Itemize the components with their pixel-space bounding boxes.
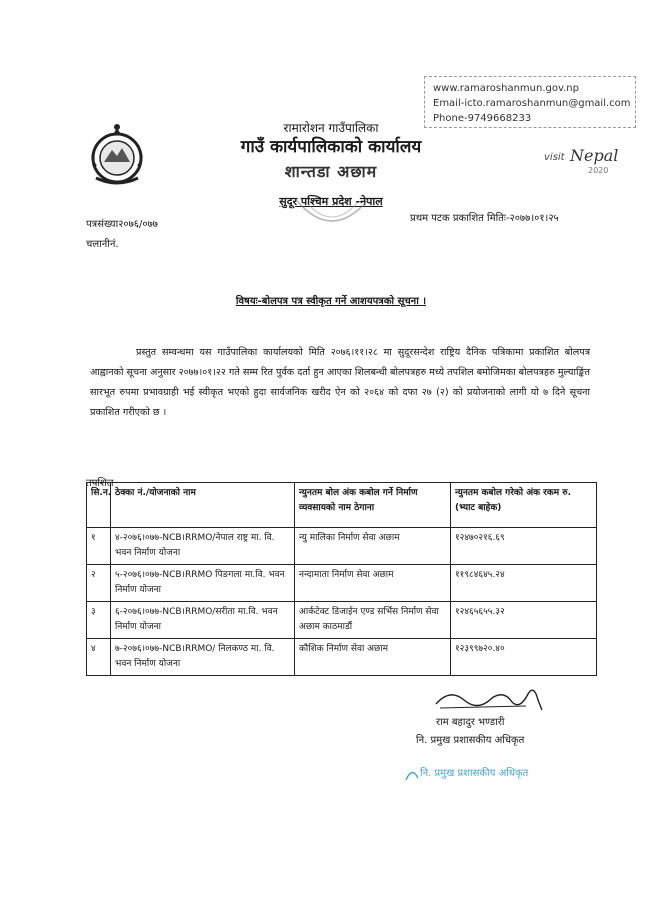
cell-contractor: आर्कटेक्ट डिजाईन एण्ड सर्भिस निर्माण सेवा अछाम काठमाडौं	[295, 602, 451, 639]
header-amount: न्युनतम कबोल गरेको अंक रकम रु. (भ्याट बाहेक)	[451, 483, 597, 528]
cell-contract: ६-२०७६।०७७-NCB।RRMO/सरीता मा.वि. भवन निर्माण योजना	[111, 602, 295, 639]
table-row	[87, 602, 597, 639]
office-location: शान्तडा अछाम	[284, 162, 378, 181]
table-row	[87, 565, 597, 602]
year-text: 2020	[588, 166, 609, 175]
cell-contractor: नन्दामाता निर्माण सेवा अछाम	[295, 565, 451, 602]
dispatch-number: चलानीनं.	[86, 239, 119, 250]
table-row	[87, 528, 597, 565]
cell-sn: ३	[87, 602, 111, 639]
cell-amount: १२४७०२१६.६९	[451, 528, 597, 565]
website-text: www.ramaroshanmun.gov.np	[433, 83, 579, 94]
table-header-row	[87, 483, 597, 528]
cell-contract: ४-२०७६।०७७-NCB।RRMO/नेपाल राष्ट्र मा. वि. भवन निर्माण योजना	[111, 528, 295, 565]
cell-sn: ४	[87, 639, 111, 676]
subject-label: विषयः-बोलपत्र पत्र स्वीकृत गर्ने आशयपत्रको सूचना ।	[235, 296, 427, 307]
cell-sn: १	[87, 528, 111, 565]
cell-contract: ५-२०७६।०७७-NCB।RRMO पिङगला मा.वि. भवन निर्माण योजना	[111, 565, 295, 602]
office-name: गाउँ कार्यपालिकाको कार्यालय	[240, 137, 422, 157]
cell-contractor: कौशिक निर्माण सेवा अछाम	[295, 639, 451, 676]
subject-line	[0, 293, 662, 307]
stamp-text: नि. प्रमुख प्रशासकीय अधिकृत	[420, 768, 529, 779]
email-text: Email-icto.ramaroshanmun@gmail.com	[433, 98, 631, 109]
visit-text: visit	[544, 152, 565, 163]
contract-table	[86, 482, 597, 676]
cell-contractor: न्यु मालिका निर्माण सेवा अछाम	[295, 528, 451, 565]
designation-stamp	[404, 762, 554, 784]
cell-amount: १२४६५६५५.३२	[451, 602, 597, 639]
province-name: सुदूर पश्चिम प्रदेश -नेपाल	[279, 195, 383, 208]
nepal-text: Nepal	[570, 146, 619, 165]
signatory-name: राम बहादुर भण्डारी	[436, 717, 505, 728]
notice-body: प्रस्तुत सम्वन्धमा यस गाउँपालिका कार्यालयको मिति २०७६।११।२८ मा सुदूरसन्देश राष्ट्रिय दैनिक पत्रिकामा प्रकाशित बोलपत्र आह्वानको सूचना अनुसार २०७७।०१।२२ गते सम्म रित पुर्वक दर्ता हुन आएका शिलबन्धी बोलपत्रहरु मध्ये तपशिल बमोजिमका बोलपत्रहरु मुल्याङ्किंत सारभूत रुपमा प्रभावग्राही भई स्वीकृत भएको हुदा सार्वजनिक खरीद ऐन को २०६४ को दफा २७ (२) को प्रयोजनाको लागी यो ७ दिने सूचना प्रकाशित गरीएको छ ।	[90, 347, 590, 418]
table-title: तपशिल	[86, 478, 114, 489]
cell-amount: ११९८४६४५.२४	[451, 565, 597, 602]
header-sn: सि.न.	[87, 483, 111, 528]
signature-icon	[430, 680, 550, 714]
phone-text: Phone-9749668233	[433, 113, 532, 124]
municipality-name: रामारोशन गाउँपालिका	[283, 121, 379, 135]
signatory-title: नि. प्रमुख प्रशासकीय अधिकृत	[416, 735, 525, 746]
published-date: प्रथम पटक प्रकाशित मितिः-२०७७।०१।२५	[410, 213, 559, 224]
office-seal-icon	[292, 198, 372, 240]
cell-sn: २	[87, 565, 111, 602]
header-contractor: न्युनतम बोल अंक कबोल गर्ने निर्माण व्यवसायको नाम ठेगाना	[295, 483, 451, 528]
cell-amount: १२३९९७२०.४०	[451, 639, 597, 676]
header-contract: ठेक्का नं./योजनाको नाम	[111, 483, 295, 528]
letter-number: पत्रसंख्या२०७६/०७७	[86, 219, 158, 230]
table-row	[87, 639, 597, 676]
cell-contract: ७-२०७६।०७७-NCB।RRMO/ निलकण्ठ मा. वि. भवन निर्माण योजना	[111, 639, 295, 676]
